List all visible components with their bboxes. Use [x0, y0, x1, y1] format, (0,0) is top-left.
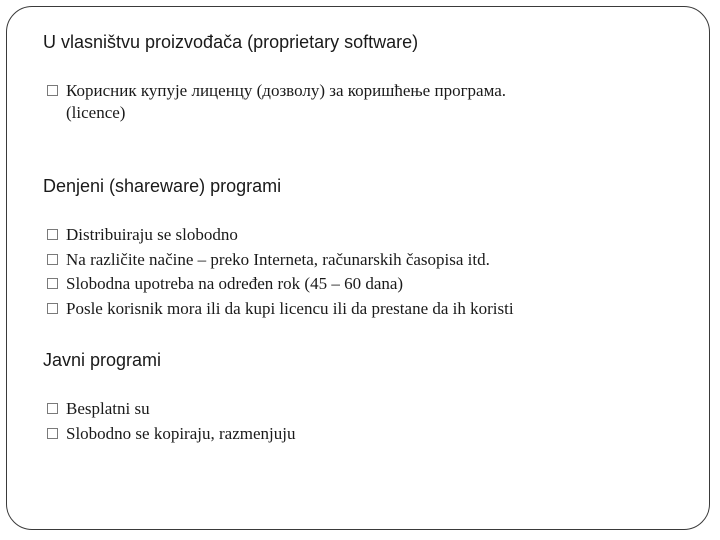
hollow-square-bullet-icon — [47, 229, 58, 240]
bullet-list-proprietary — [47, 79, 506, 123]
bullet-item — [47, 272, 514, 297]
section-heading-proprietary: U vlasništvu proizvođača (proprietary software) — [43, 32, 419, 52]
hollow-square-bullet-icon — [47, 403, 58, 414]
hollow-square-bullet-icon — [47, 85, 58, 96]
bullet-text: Slobodna upotreba na određen rok (45 – 60 dana) — [66, 274, 404, 293]
section-heading-shareware: Denjeni (shareware) programi — [43, 176, 282, 196]
bullet-list-shareware — [47, 223, 514, 321]
hollow-square-bullet-icon — [47, 428, 58, 439]
bullet-item — [47, 248, 514, 273]
bullet-item — [47, 422, 295, 447]
bullet-text-continuation: (licence) — [66, 103, 126, 122]
bullet-text: Besplatni su — [66, 399, 150, 418]
section-heading-public: Javni programi — [43, 350, 162, 370]
bullet-item — [47, 297, 514, 322]
bullet-text: Posle korisnik mora ili da kupi licencu ili da prestane da ih koristi — [66, 298, 514, 318]
hollow-square-bullet-icon — [47, 278, 58, 289]
bullet-item — [47, 223, 514, 248]
bullet-item — [47, 397, 295, 422]
bullet-list-public — [47, 397, 295, 446]
bullet-item — [47, 79, 506, 123]
bullet-text: Distribuiraju se slobodno — [66, 225, 238, 244]
bullet-text: Na različite načine – preko Interneta, računarskih časopisa itd. — [66, 249, 490, 269]
hollow-square-bullet-icon — [47, 303, 58, 314]
bullet-text: Slobodno se kopiraju, razmenjuju — [66, 423, 296, 443]
hollow-square-bullet-icon — [47, 254, 58, 265]
bullet-text: Корисник купује лиценцу (дозволу) за коришћење програма. — [66, 81, 507, 100]
